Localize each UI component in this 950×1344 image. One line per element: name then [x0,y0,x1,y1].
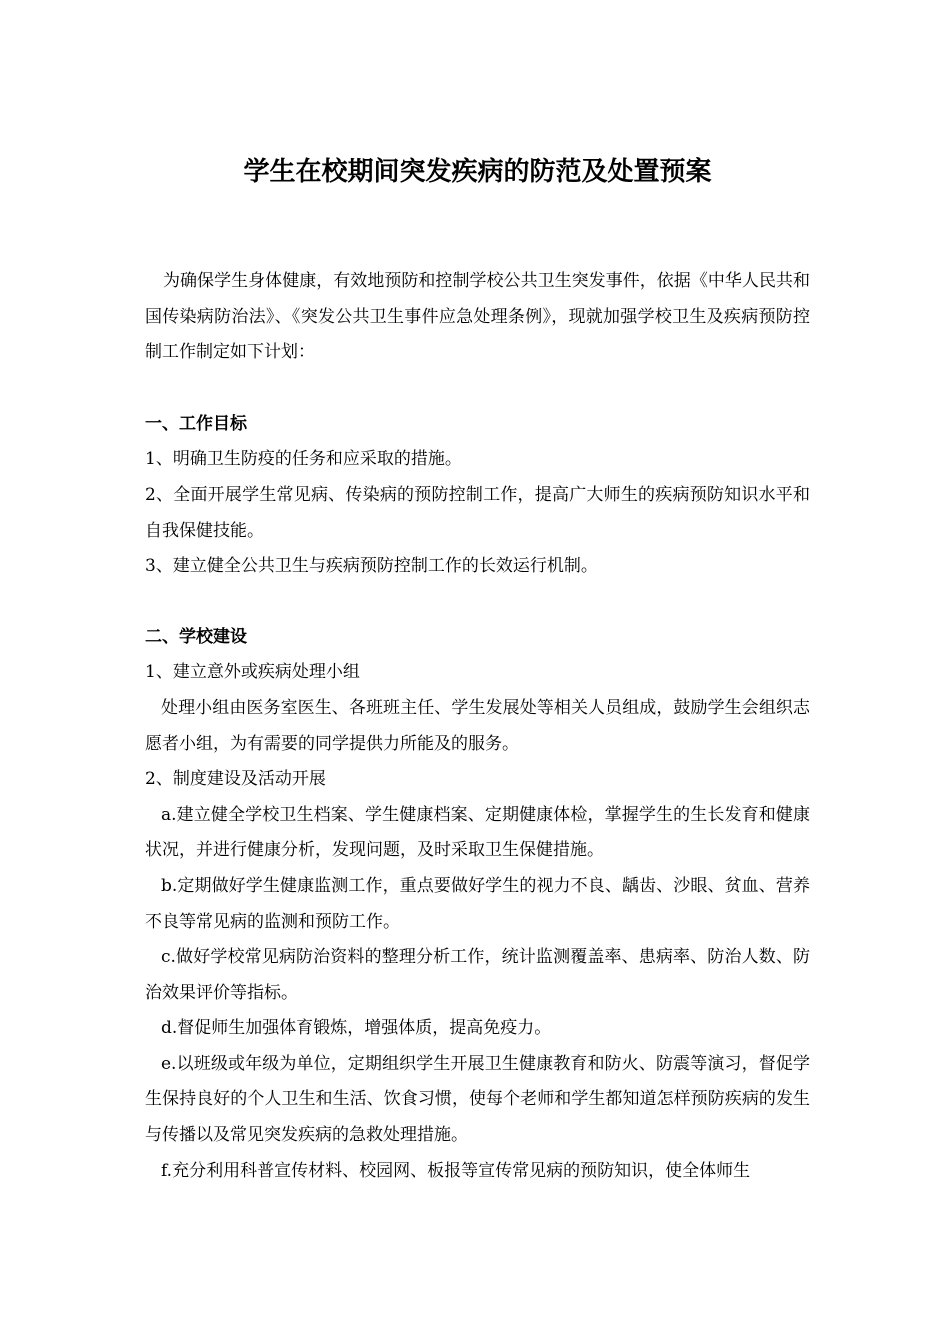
system-item-e: e.以班级或年级为单位，定期组织学生开展卫生健康教育和防火、防震等演习，督促学生保持良好的个人卫生和生活、饮食习惯，使每个老师和学生都知道怎样预防疾病的发生与传播以及常见突发疾病的急救处理措施。 [145,1053,810,1146]
subsection-title-team: 1、建立意外或疾病处理小组 [145,662,360,683]
goal-item-3: 3、建立健全公共卫生与疾病预防控制工作的长效运行机制。 [145,556,598,577]
spacer [145,585,810,620]
section-heading-construction: 二、学校建设 [145,626,247,647]
system-item-c: c.做好学校常见病防治资料的整理分析工作，统计监测覆盖率、患病率、防治人数、防治效果评价等指标。 [145,947,810,1003]
subsection-title-system: 2、制度建设及活动开展 [145,769,326,790]
goal-item-2: 2、全面开展学生常见病、传染病的预防控制工作，提高广大师生的疾病预防知识水平和自我保健技能。 [145,484,810,541]
document-body [145,264,810,1189]
system-item-b: b.定期做好学生健康监测工作，重点要做好学生的视力不良、龋齿、沙眼、贫血、营养不良等常见病的监测和预防工作。 [145,875,810,932]
system-item-d: d.督促师生加强体育锻炼，增强体质，提高免疫力。 [161,1018,552,1039]
goal-item-1: 1、明确卫生防疫的任务和应采取的措施。 [145,449,462,470]
team-description: 处理小组由医务室医生、各班班主任、学生发展处等相关人员组成，鼓励学生会组织志愿者小组，为有需要的同学提供力所能及的服务。 [145,697,810,754]
system-item-f: f.充分利用科普宣传材料、校园网、板报等宣传常见病的预防知识，使全体师生 [161,1160,751,1181]
document-title: 学生在校期间突发疾病的防范及处置预案 [243,157,712,187]
intro-paragraph: 为确保学生身体健康，有效地预防和控制学校公共卫生突发事件，依据《中华人民共和国传染病防治法》、《突发公共卫生事件应急处理条例》，现就加强学校卫生及疾病预防控制工作制定如下计划： [145,271,810,363]
spacer [145,371,810,407]
system-item-a: a.建立健全学校卫生档案、学生健康档案、定期健康体检，掌握学生的生长发育和健康状况，并进行健康分析，发现问题，及时采取卫生保健措施。 [145,804,810,861]
section-heading-goals: 一、工作目标 [145,413,247,434]
